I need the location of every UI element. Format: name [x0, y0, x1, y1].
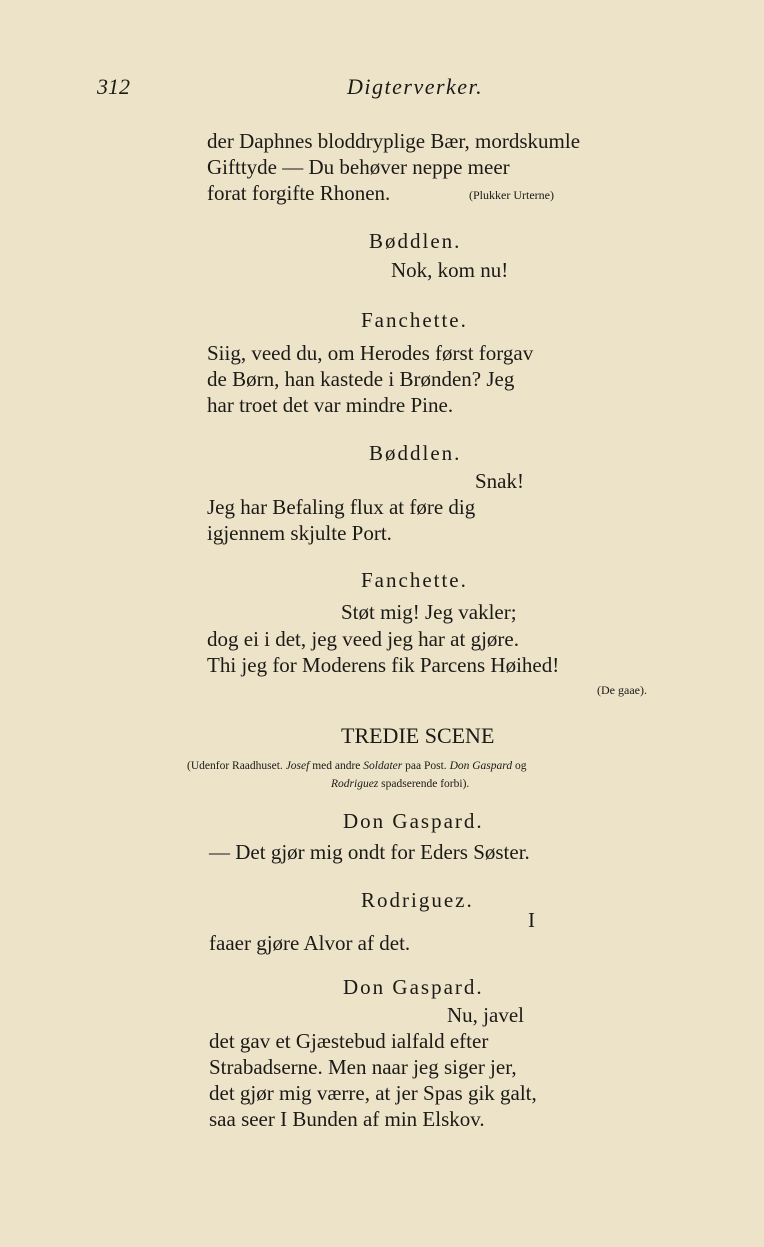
verse-line: Gifttyde — Du behøver neppe meer: [207, 155, 510, 179]
speaker-name: Fanchette.: [361, 568, 468, 592]
verse-line: Strabadserne. Men naar jeg siger jer,: [209, 1055, 517, 1079]
stage-direction: (De gaae).: [597, 683, 647, 697]
verse-line: Støt mig! Jeg vakler;: [341, 600, 517, 624]
verse-line: Siig, veed du, om Herodes først forgav: [207, 341, 534, 365]
running-title: Digterverker.: [347, 74, 484, 99]
verse-line: I: [528, 908, 535, 932]
scene-stage-direction-cont: Rodriguez spadserende forbi).: [331, 778, 470, 790]
verse-line: saa seer I Bunden af min Elskov.: [209, 1107, 485, 1131]
verse-line: de Børn, han kastede i Brønden? Jeg: [207, 367, 515, 391]
speaker-name: Rodriguez.: [361, 888, 474, 912]
speaker-name: Fanchette.: [361, 308, 468, 332]
verse-line: Nok, kom nu!: [391, 258, 509, 282]
speaker-name: Bøddlen.: [369, 441, 462, 465]
verse-line: Thi jeg for Moderens fik Parcens Høihed!: [207, 653, 560, 677]
verse-line: det gjør mig værre, at jer Spas gik galt,: [209, 1081, 537, 1105]
verse-line: dog ei i det, jeg veed jeg har at gjøre.: [207, 627, 519, 651]
scene-stage-direction: (Udenfor Raadhuset. Josef med andre Soldater paa Post. Don Gaspard og: [187, 760, 527, 772]
verse-line: forat forgifte Rhonen.: [207, 181, 391, 205]
page-number: 312: [97, 74, 130, 99]
verse-line: — Det gjør mig ondt for Eders Søster.: [209, 840, 530, 864]
verse-line: har troet det var mindre Pine.: [207, 393, 454, 417]
verse-line: det gav et Gjæstebud ialfald efter: [209, 1029, 489, 1053]
stage-direction: (Plukker Urterne): [469, 188, 554, 202]
speaker-name: Don Gaspard.: [343, 809, 484, 833]
verse-line: Nu, javel: [447, 1003, 524, 1027]
verse-line: faaer gjøre Alvor af det.: [209, 931, 411, 955]
verse-line: igjennem skjulte Port.: [207, 521, 392, 545]
verse-line: der Daphnes bloddryplige Bær, mordskumle: [207, 129, 581, 153]
verse-line: Snak!: [475, 469, 524, 493]
speaker-name: Bøddlen.: [369, 229, 462, 253]
speaker-name: Don Gaspard.: [343, 975, 484, 999]
scene-title: TREDIE SCENE: [341, 723, 495, 748]
verse-line: Jeg har Befaling flux at føre dig: [207, 495, 476, 519]
